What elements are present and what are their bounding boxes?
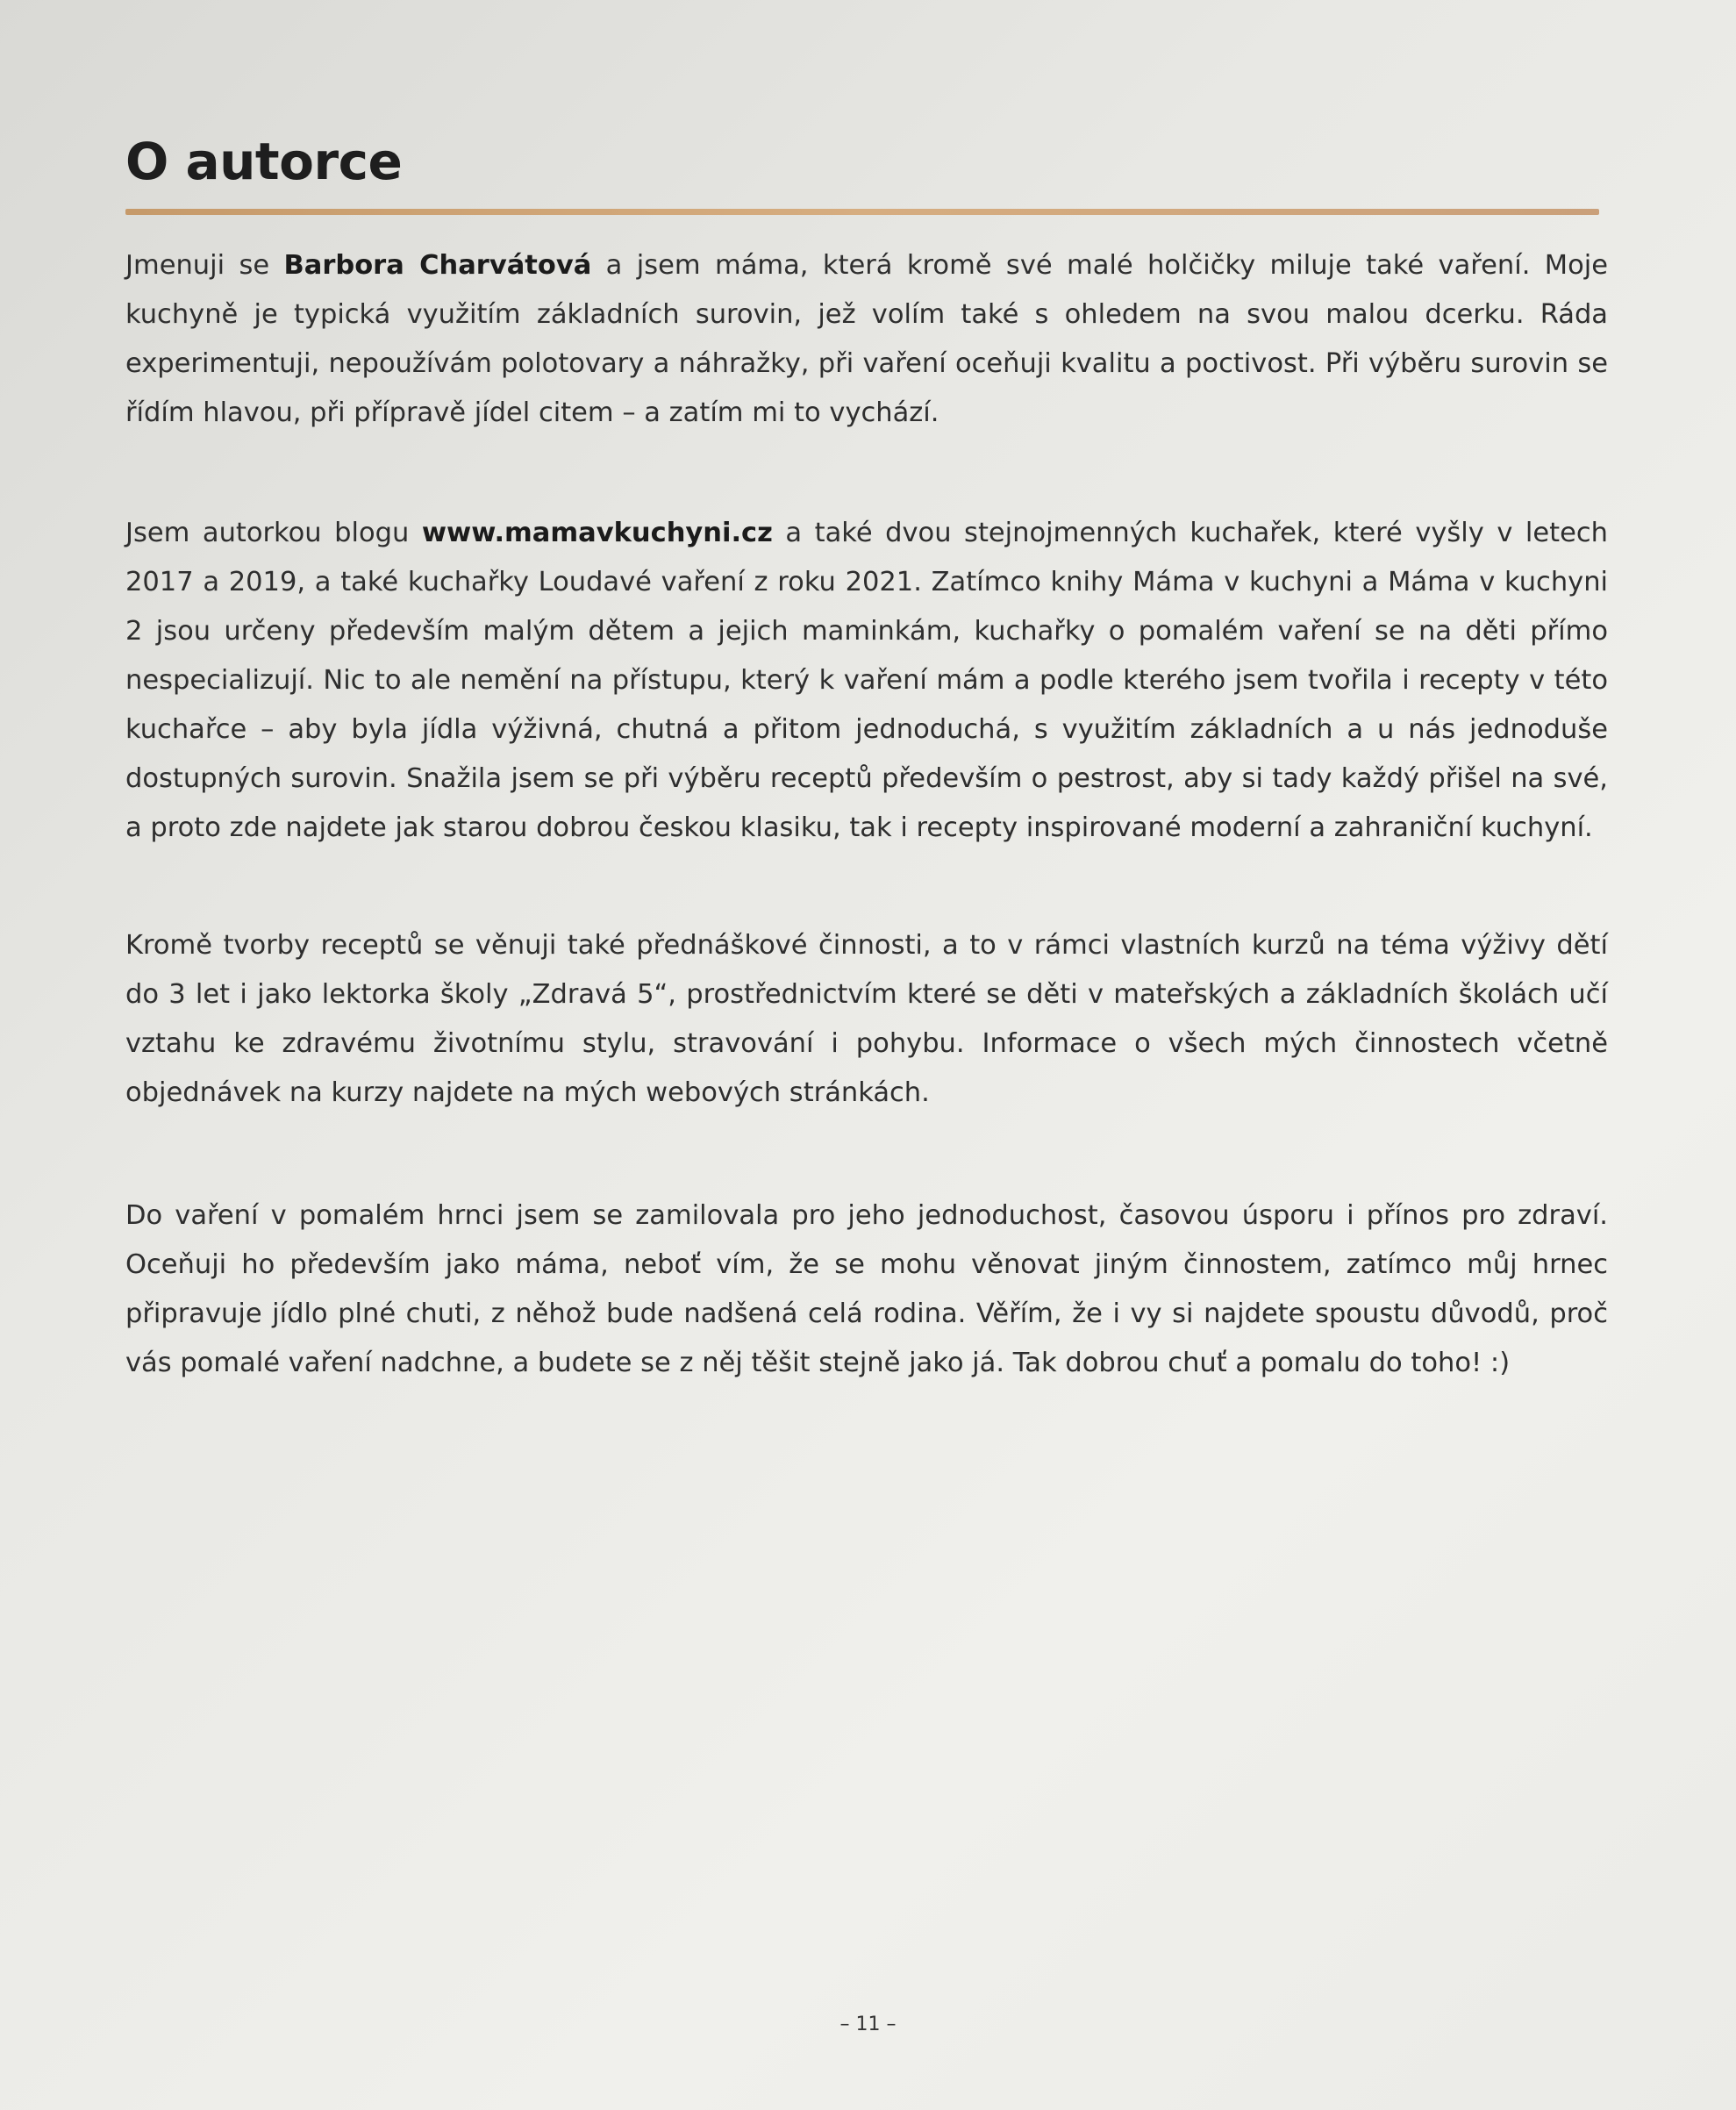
paragraph-intro (125, 241, 1608, 438)
paragraph-blog (125, 509, 1608, 853)
paragraph-slow-cooker: Do vaření v pomalém hrnci jsem se zamilovala pro jeho jednoduchost, časovou úsporu i přínos pro zdraví. Oceňuji ho především jako máma, neboť vím, že se mohu věnovat jiným činnostem, zatímco můj hrnec připravuje jídlo plné chuti, z něhož bude nadšená celá rodina. Věřím, že i vy si najdete spoustu důvodů, proč vás pomalé vaření nadchne, a budete se z něj těšit stejně jako já. Tak dobrou chuť a pomalu do toho! :) (125, 1200, 1608, 1378)
blog-text-start: Jsem autorkou blogu (125, 518, 422, 548)
paragraph-lectures: Kromě tvorby receptů se věnuji také přednáškové činnosti, a to v rámci vlastních kurzů na téma výživy dětí do 3 let i jako lektorka školy „Zdravá 5“, prostřednictvím které se děti v mateřských a základních školách učí vztahu ke zdravému životnímu stylu, stravování i pohybu. Informace o všech mých činnostech včetně objednávek na kurzy najdete na mých webových stránkách. (125, 930, 1608, 1108)
intro-text-start: Jmenuji se (125, 250, 284, 281)
page-title: O autorce (125, 132, 403, 191)
blog-url: www.mamavkuchyni.cz (421, 518, 773, 548)
intro-text-rest: a jsem máma, která kromě své malé holčičky miluje také vaření. Moje kuchyně je typická využitím základních surovin, jež volím také s ohledem na svou malou dcerku. Ráda experimentuji, nepoužívám polotovary a náhražky, při vaření oceňuji kvalitu a poctivost. Při výběru surovin se řídím hlavou, při přípravě jídel citem – a zatím mi to vychází. (125, 250, 1609, 428)
blog-text-rest: a také dvou stejnojmenných kuchařek, které vyšly v letech 2017 a 2019, a také kuchařky Loudavé vaření z roku 2021. Zatímco knihy Máma v kuchyni a Máma v kuchyni 2 jsou určeny především malým dětem a jejich maminkám, kuchařky o pomalém vaření se na děti přímo nespecializují. Nic to ale nemění na přístupu, který k vaření mám a podle kterého jsem tvořila i recepty v této kuchařce – aby byla jídla výživná, chutná a přitom jednoduchá, s využitím základních a u nás jednoduše dostupných surovin. Snažila jsem se při výběru receptů především o pestrost, aby si tady každý přišel na své, a proto zde najdete jak starou dobrou českou klasiku, tak i recepty inspirované moderní a zahraniční kuchyní. (125, 518, 1608, 843)
page-number: – 11 – (839, 2013, 897, 2035)
title-underline-rule (125, 209, 1599, 215)
author-name: Barbora Charvátová (283, 250, 592, 281)
